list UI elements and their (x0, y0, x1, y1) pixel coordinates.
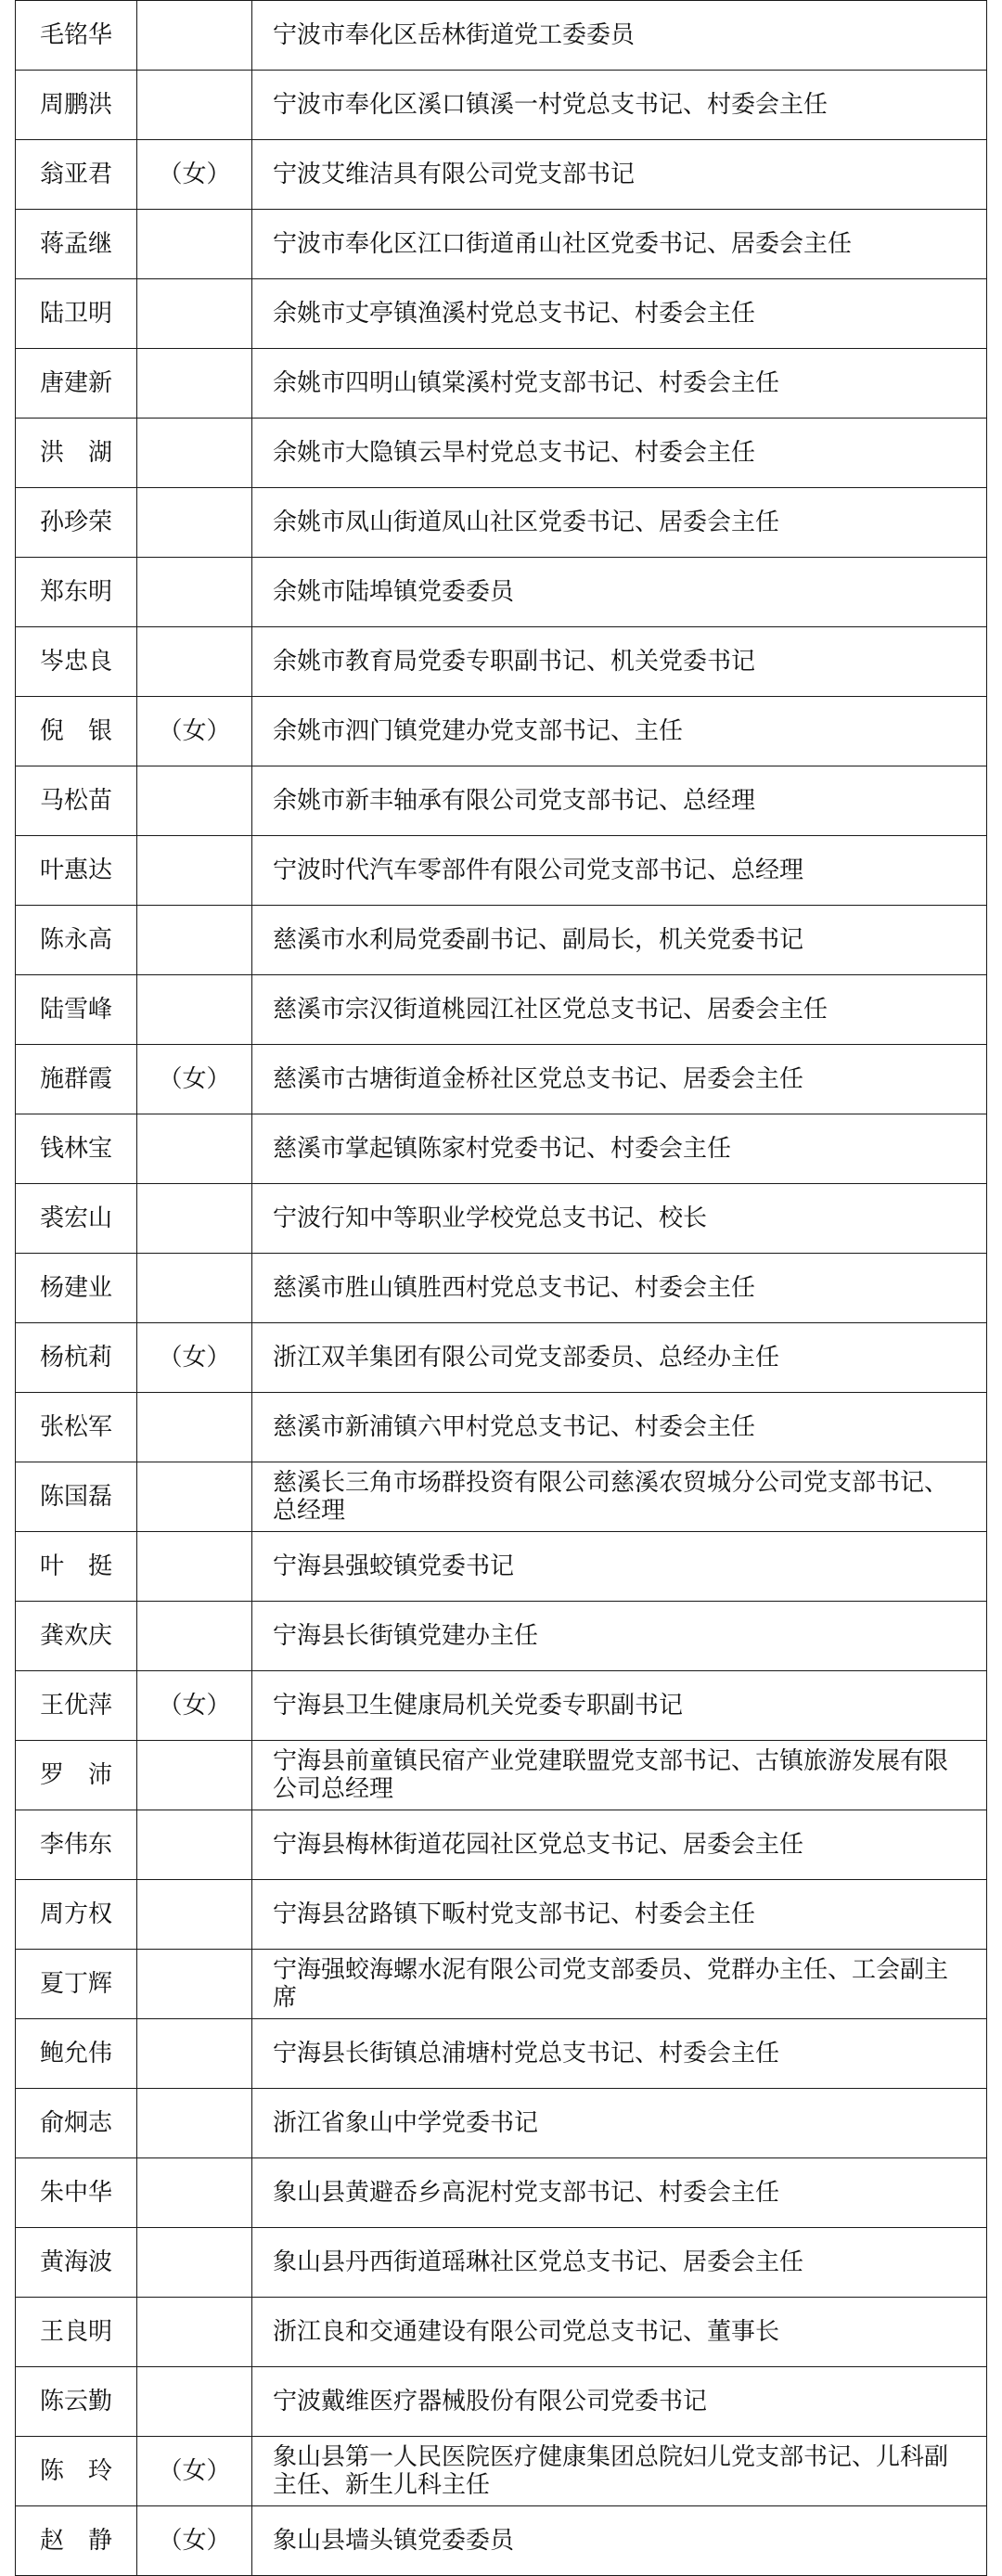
gender-cell (137, 2089, 252, 2158)
table-row (16, 1671, 987, 1741)
name-cell: 郑东明 (16, 558, 137, 627)
position-cell: 宁波艾维洁具有限公司党支部书记 (252, 140, 987, 210)
gender-cell (137, 1254, 252, 1323)
name-cell: 鲍允伟 (16, 2019, 137, 2089)
gender-cell: （女） (137, 1045, 252, 1114)
gender-cell (137, 1184, 252, 1254)
gender-cell (137, 279, 252, 349)
position-cell: 象山县丹西街道瑶琳社区党总支书记、居委会主任 (252, 2228, 987, 2298)
gender-cell (137, 1602, 252, 1671)
table-row (16, 1045, 987, 1114)
name-cell: 杨杭莉 (16, 1323, 137, 1393)
position-cell: 宁海县梅林街道花园社区党总支书记、居委会主任 (252, 1810, 987, 1880)
gender-cell (137, 210, 252, 279)
name-cell: 陆卫明 (16, 279, 137, 349)
member-list-table (15, 0, 987, 2576)
name-cell: 俞炯志 (16, 2089, 137, 2158)
position-cell: 浙江双羊集团有限公司党支部委员、总经办主任 (252, 1323, 987, 1393)
position-cell: 余姚市泗门镇党建办党支部书记、主任 (252, 697, 987, 766)
name-cell: 陈永高 (16, 906, 137, 975)
gender-cell (137, 2019, 252, 2089)
position-cell: 慈溪市宗汉街道桃园江社区党总支书记、居委会主任 (252, 975, 987, 1045)
gender-cell (137, 766, 252, 836)
position-cell: 宁海县强蛟镇党委书记 (252, 1532, 987, 1602)
position-cell: 宁波时代汽车零部件有限公司党支部书记、总经理 (252, 836, 987, 906)
name-cell: 陈国磊 (16, 1462, 137, 1532)
table-row (16, 2228, 987, 2298)
position-cell: 余姚市教育局党委专职副书记、机关党委书记 (252, 627, 987, 697)
table-row (16, 2298, 987, 2367)
position-cell: 宁海县岔路镇下畈村党支部书记、村委会主任 (252, 1880, 987, 1950)
name-cell: 陈云勤 (16, 2367, 137, 2437)
gender-cell: （女） (137, 1671, 252, 1741)
name-cell: 孙珍荣 (16, 488, 137, 558)
gender-cell: （女） (137, 2437, 252, 2506)
table-row (16, 2019, 987, 2089)
name-cell: 龚欢庆 (16, 1602, 137, 1671)
gender-cell (137, 975, 252, 1045)
table-row (16, 1810, 987, 1880)
gender-cell (137, 558, 252, 627)
table-row (16, 766, 987, 836)
table-row (16, 697, 987, 766)
position-cell: 宁波市奉化区岳林街道党工委委员 (252, 1, 987, 71)
gender-cell (137, 2158, 252, 2228)
table-row (16, 210, 987, 279)
gender-cell: （女） (137, 2506, 252, 2576)
table-row (16, 2367, 987, 2437)
name-cell: 李伟东 (16, 1810, 137, 1880)
table-row (16, 1, 987, 71)
position-cell: 宁海强蛟海螺水泥有限公司党支部委员、党群办主任、工会副主席 (252, 1950, 987, 2019)
position-cell: 浙江良和交通建设有限公司党总支书记、董事长 (252, 2298, 987, 2367)
name-cell: 黄海波 (16, 2228, 137, 2298)
position-cell: 象山县第一人民医院医疗健康集团总院妇儿党支部书记、儿科副主任、新生儿科主任 (252, 2437, 987, 2506)
gender-cell: （女） (137, 697, 252, 766)
name-cell: 周鹏洪 (16, 71, 137, 140)
name-cell: 罗 沛 (16, 1741, 137, 1810)
gender-cell (137, 1114, 252, 1184)
name-cell: 唐建新 (16, 349, 137, 419)
position-cell: 宁海县长街镇党建办主任 (252, 1602, 987, 1671)
gender-cell (137, 906, 252, 975)
name-cell: 周方权 (16, 1880, 137, 1950)
gender-cell (137, 1532, 252, 1602)
gender-cell (137, 2298, 252, 2367)
name-cell: 王优萍 (16, 1671, 137, 1741)
table-row (16, 140, 987, 210)
gender-cell: （女） (137, 140, 252, 210)
table-row (16, 488, 987, 558)
name-cell: 朱中华 (16, 2158, 137, 2228)
position-cell: 宁波市奉化区溪口镇溪一村党总支书记、村委会主任 (252, 71, 987, 140)
table-row (16, 1323, 987, 1393)
table-row (16, 1602, 987, 1671)
table-row (16, 2158, 987, 2228)
position-cell: 宁海县卫生健康局机关党委专职副书记 (252, 1671, 987, 1741)
gender-cell (137, 488, 252, 558)
gender-cell (137, 1462, 252, 1532)
table-row (16, 349, 987, 419)
table-row (16, 1880, 987, 1950)
name-cell: 杨建业 (16, 1254, 137, 1323)
gender-cell (137, 2367, 252, 2437)
position-cell: 余姚市大隐镇云旱村党总支书记、村委会主任 (252, 419, 987, 488)
table-row (16, 1741, 987, 1810)
table-row (16, 2437, 987, 2506)
position-cell: 余姚市丈亭镇渔溪村党总支书记、村委会主任 (252, 279, 987, 349)
position-cell: 慈溪市胜山镇胜西村党总支书记、村委会主任 (252, 1254, 987, 1323)
name-cell: 翁亚君 (16, 140, 137, 210)
position-cell: 象山县黄避岙乡高泥村党支部书记、村委会主任 (252, 2158, 987, 2228)
position-cell: 宁波行知中等职业学校党总支书记、校长 (252, 1184, 987, 1254)
gender-cell: （女） (137, 1323, 252, 1393)
name-cell: 赵 静 (16, 2506, 137, 2576)
name-cell: 蒋孟继 (16, 210, 137, 279)
position-cell: 宁波市奉化区江口街道甬山社区党委书记、居委会主任 (252, 210, 987, 279)
table-row (16, 1532, 987, 1602)
position-cell: 余姚市四明山镇棠溪村党支部书记、村委会主任 (252, 349, 987, 419)
table-row (16, 2089, 987, 2158)
table-row (16, 627, 987, 697)
name-cell: 马松苗 (16, 766, 137, 836)
name-cell: 张松军 (16, 1393, 137, 1462)
table-row (16, 906, 987, 975)
position-cell: 浙江省象山中学党委书记 (252, 2089, 987, 2158)
name-cell: 施群霞 (16, 1045, 137, 1114)
table-row (16, 279, 987, 349)
table-row (16, 1462, 987, 1532)
position-cell: 余姚市新丰轴承有限公司党支部书记、总经理 (252, 766, 987, 836)
position-cell: 余姚市陆埠镇党委委员 (252, 558, 987, 627)
position-cell: 慈溪市水利局党委副书记、副局长，机关党委书记 (252, 906, 987, 975)
position-cell: 象山县墙头镇党委委员 (252, 2506, 987, 2576)
position-cell: 慈溪长三角市场群投资有限公司慈溪农贸城分公司党支部书记、总经理 (252, 1462, 987, 1532)
position-cell: 慈溪市掌起镇陈家村党委书记、村委会主任 (252, 1114, 987, 1184)
table-row (16, 1393, 987, 1462)
gender-cell (137, 1810, 252, 1880)
name-cell: 毛铭华 (16, 1, 137, 71)
name-cell: 钱林宝 (16, 1114, 137, 1184)
gender-cell (137, 836, 252, 906)
name-cell: 王良明 (16, 2298, 137, 2367)
name-cell: 夏丁辉 (16, 1950, 137, 2019)
position-cell: 慈溪市古塘街道金桥社区党总支书记、居委会主任 (252, 1045, 987, 1114)
gender-cell (137, 349, 252, 419)
table-row (16, 1254, 987, 1323)
name-cell: 叶惠达 (16, 836, 137, 906)
table-row (16, 419, 987, 488)
position-cell: 宁海县前童镇民宿产业党建联盟党支部书记、古镇旅游发展有限公司总经理 (252, 1741, 987, 1810)
position-cell: 宁波戴维医疗器械股份有限公司党委书记 (252, 2367, 987, 2437)
gender-cell (137, 1, 252, 71)
gender-cell (137, 71, 252, 140)
position-cell: 余姚市凤山街道凤山社区党委书记、居委会主任 (252, 488, 987, 558)
gender-cell (137, 627, 252, 697)
name-cell: 洪 湖 (16, 419, 137, 488)
name-cell: 陈 玲 (16, 2437, 137, 2506)
gender-cell (137, 419, 252, 488)
position-cell: 宁海县长街镇总浦塘村党总支书记、村委会主任 (252, 2019, 987, 2089)
gender-cell (137, 1393, 252, 1462)
gender-cell (137, 1880, 252, 1950)
gender-cell (137, 1950, 252, 2019)
table-row (16, 836, 987, 906)
gender-cell (137, 1741, 252, 1810)
name-cell: 倪 银 (16, 697, 137, 766)
table-row (16, 975, 987, 1045)
table-row (16, 1114, 987, 1184)
table-row (16, 71, 987, 140)
table-row (16, 558, 987, 627)
table-row (16, 1184, 987, 1254)
name-cell: 叶 挺 (16, 1532, 137, 1602)
name-cell: 裘宏山 (16, 1184, 137, 1254)
name-cell: 陆雪峰 (16, 975, 137, 1045)
gender-cell (137, 2228, 252, 2298)
member-list-body (16, 1, 987, 2576)
name-cell: 岑忠良 (16, 627, 137, 697)
table-row (16, 1950, 987, 2019)
position-cell: 慈溪市新浦镇六甲村党总支书记、村委会主任 (252, 1393, 987, 1462)
table-row (16, 2506, 987, 2576)
